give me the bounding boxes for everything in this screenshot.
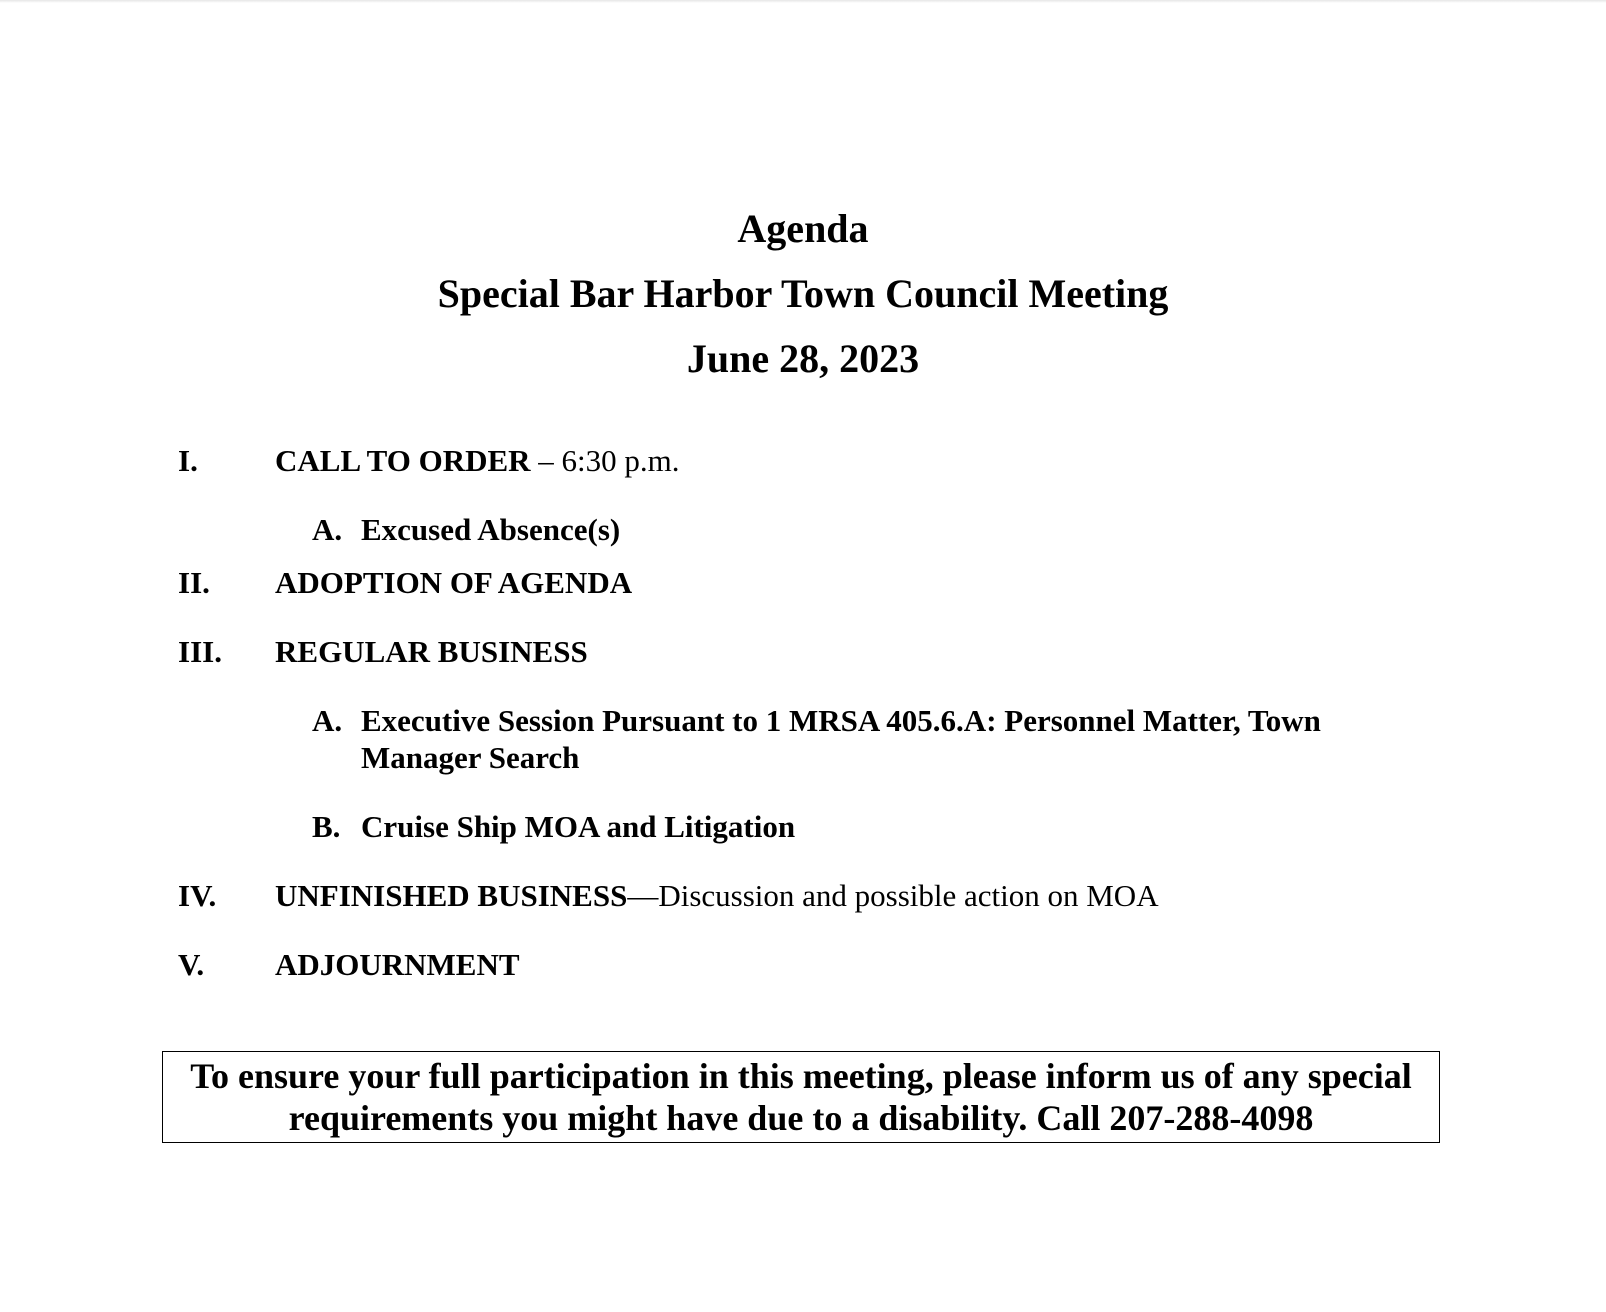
subitem-executive-session: Executive Session Pursuant to 1 MRSA 405.6.A: Personnel Matter, Town Manager Search — [361, 703, 1321, 775]
agenda-detail-unfinished-business: —Discussion and possible action on MOA — [627, 878, 1159, 913]
subitem-excused-absences: Excused Absence(s) — [361, 512, 621, 547]
agenda-heading-adjournment: ADJOURNMENT — [275, 947, 520, 982]
agenda-item-adjournment — [275, 946, 520, 984]
agenda-numeral-4: IV. — [178, 878, 217, 913]
subitem-letter-3b: B. — [312, 809, 341, 844]
accessibility-notice-text: To ensure your full participation in this meeting, please inform us of any special requirements you might have due to a disability. Call 207-288-4098 — [190, 1056, 1412, 1138]
agenda-numeral-3: III. — [178, 634, 222, 669]
agenda-item-adoption — [275, 564, 632, 602]
agenda-item-call-to-order — [275, 442, 680, 480]
agenda-heading-regular-business: REGULAR BUSINESS — [275, 634, 588, 669]
subitem-cruise-ship: Cruise Ship MOA and Litigation — [361, 809, 796, 844]
document-title: Agenda — [737, 206, 869, 251]
agenda-detail-call-to-order: – 6:30 p.m. — [530, 443, 680, 478]
agenda-numeral-5: V. — [178, 947, 205, 982]
accessibility-notice-box — [162, 1051, 1440, 1143]
agenda-item-unfinished-business — [275, 877, 1159, 915]
subitem-letter-3a: A. — [312, 703, 343, 738]
meeting-date: June 28, 2023 — [686, 336, 920, 381]
subitem-letter-1a: A. — [312, 512, 343, 547]
agenda-item-regular-business — [275, 633, 588, 671]
agenda-heading-unfinished-business: UNFINISHED BUSINESS — [275, 878, 628, 913]
agenda-numeral-2: II. — [178, 565, 210, 600]
agenda-heading-call-to-order: CALL TO ORDER — [275, 443, 531, 478]
meeting-name: Special Bar Harbor Town Council Meeting — [437, 271, 1169, 316]
agenda-numeral-1: I. — [178, 443, 198, 478]
page-top-edge — [0, 0, 1606, 3]
agenda-heading-adoption: ADOPTION OF AGENDA — [275, 565, 633, 600]
